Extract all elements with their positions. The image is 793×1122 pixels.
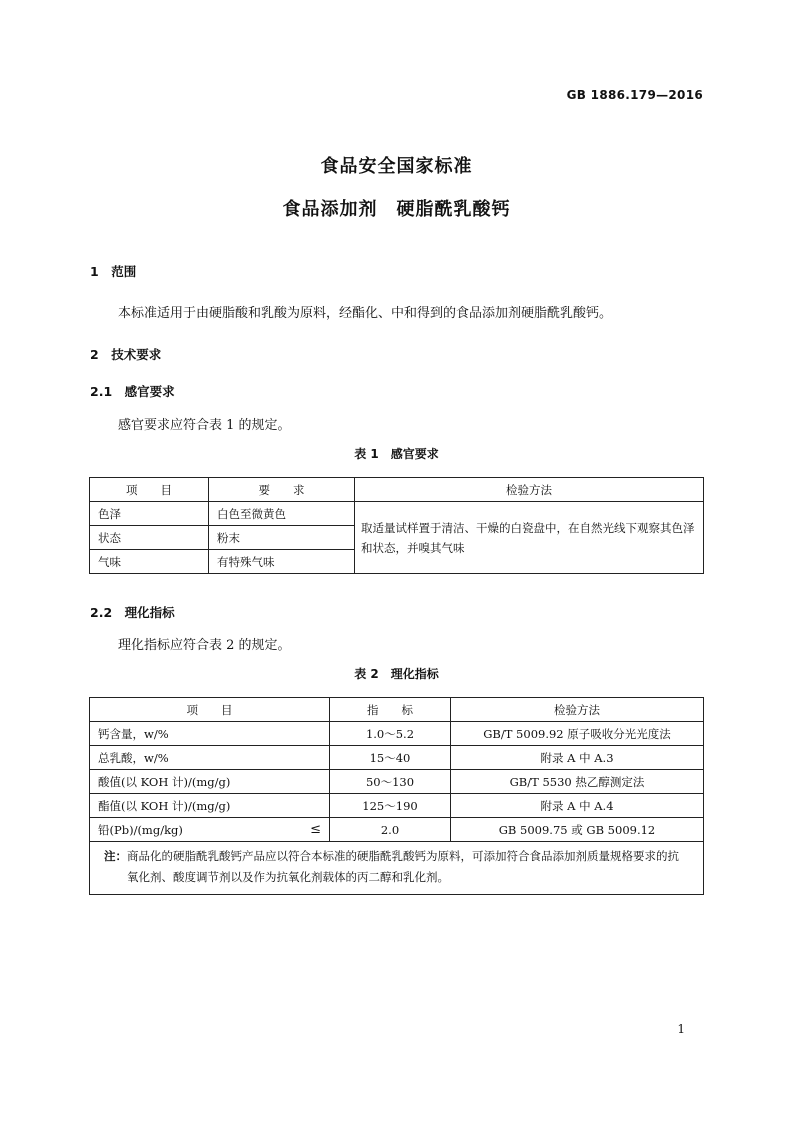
table-2-cell-method: GB/T 5009.92 原子吸收分光光度法: [451, 722, 704, 746]
table-2-header-method: 检验方法: [451, 698, 704, 722]
section-2-1-text: 感官要求应符合表 1 的规定。: [118, 418, 291, 433]
table-2-cell-item: 总乳酸，w/%: [90, 746, 330, 770]
table-2-note-row: [90, 842, 704, 895]
section-2-1-heading: 2.1 感官要求: [90, 384, 175, 399]
table-2-qualifier: ≤: [310, 821, 321, 837]
table-2-cell-method: 附录 A 中 A.3: [451, 746, 704, 770]
table-2-item-label: 铅(Pb)/(mg/kg): [98, 822, 183, 837]
table-1-header-item: 项 目: [90, 478, 209, 502]
table-2-cell-item: 酸值(以 KOH 计)/(mg/g): [90, 770, 330, 794]
table-2-cell-item: 酯值(以 KOH 计)/(mg/g): [90, 794, 330, 818]
table-2-header-value: 指 标: [330, 698, 451, 722]
table-2: [89, 697, 704, 895]
table-2-cell-item: 钙含量，w/%: [90, 722, 330, 746]
page-number: 1: [677, 1022, 685, 1036]
table-1-header-requirement: 要 求: [209, 478, 355, 502]
table-1-cell-item: 气味: [90, 550, 209, 574]
section-1-heading: 1 范围: [90, 264, 137, 279]
table-1-header-method: 检验方法: [355, 478, 704, 502]
table-row: [90, 770, 704, 794]
document-subtitle: 食品添加剂 硬脂酰乳酸钙: [282, 199, 511, 220]
table-2-cell-item: [90, 818, 330, 842]
table-1-cell-requirement: 白色至微黄色: [209, 502, 355, 526]
table-2-note-text: 商品化的硬脂酰乳酸钙产品应以符合本标准的硬脂酰乳酸钙为原料，可添加符合食品添加剂质量规格要求的抗氧化剂、酸度调节剂以及作为抗氧化剂载体的丙二醇和乳化剂。: [127, 849, 679, 884]
table-2-cell-value: 15～40: [330, 746, 451, 770]
table-row: [90, 794, 704, 818]
table-2-header-item: 项 目: [90, 698, 330, 722]
table-1: [89, 477, 704, 574]
section-2-heading: 2 技术要求: [90, 347, 162, 362]
section-2-2-text: 理化指标应符合表 2 的规定。: [118, 638, 291, 653]
section-1-text: 本标准适用于由硬脂酸和乳酸为原料，经酯化、中和得到的食品添加剂硬脂酰乳酸钙。: [118, 306, 613, 321]
table-2-note-label: 注：: [104, 849, 127, 863]
table-2-cell-value: 2.0: [330, 818, 451, 842]
standard-number: GB 1886.179—2016: [566, 88, 703, 102]
table-1-caption: 表 1 感官要求: [354, 447, 439, 461]
table-2-cell-value: 1.0～5.2: [330, 722, 451, 746]
table-1-cell-requirement: 粉末: [209, 526, 355, 550]
table-1-cell-requirement: 有特殊气味: [209, 550, 355, 574]
table-2-cell-value: 125～190: [330, 794, 451, 818]
document-title: 食品安全国家标准: [320, 156, 473, 177]
table-2-cell-method: GB 5009.75 或 GB 5009.12: [451, 818, 704, 842]
table-2-note: [90, 842, 704, 895]
table-row: [90, 818, 704, 842]
table-2-caption: 表 2 理化指标: [354, 667, 439, 681]
table-2-cell-method: GB/T 5530 热乙醇测定法: [451, 770, 704, 794]
table-1-cell-item: 状态: [90, 526, 209, 550]
table-2-cell-method: 附录 A 中 A.4: [451, 794, 704, 818]
table-1-cell-item: 色泽: [90, 502, 209, 526]
table-2-cell-value: 50～130: [330, 770, 451, 794]
table-row: [90, 746, 704, 770]
section-2-2-heading: 2.2 理化指标: [90, 605, 175, 620]
table-row: [90, 502, 704, 526]
table-row: [90, 722, 704, 746]
table-1-cell-method: 取适量试样置于清洁、干燥的白瓷盘中，在自然光线下观察其色泽和状态，并嗅其气味: [355, 502, 704, 574]
